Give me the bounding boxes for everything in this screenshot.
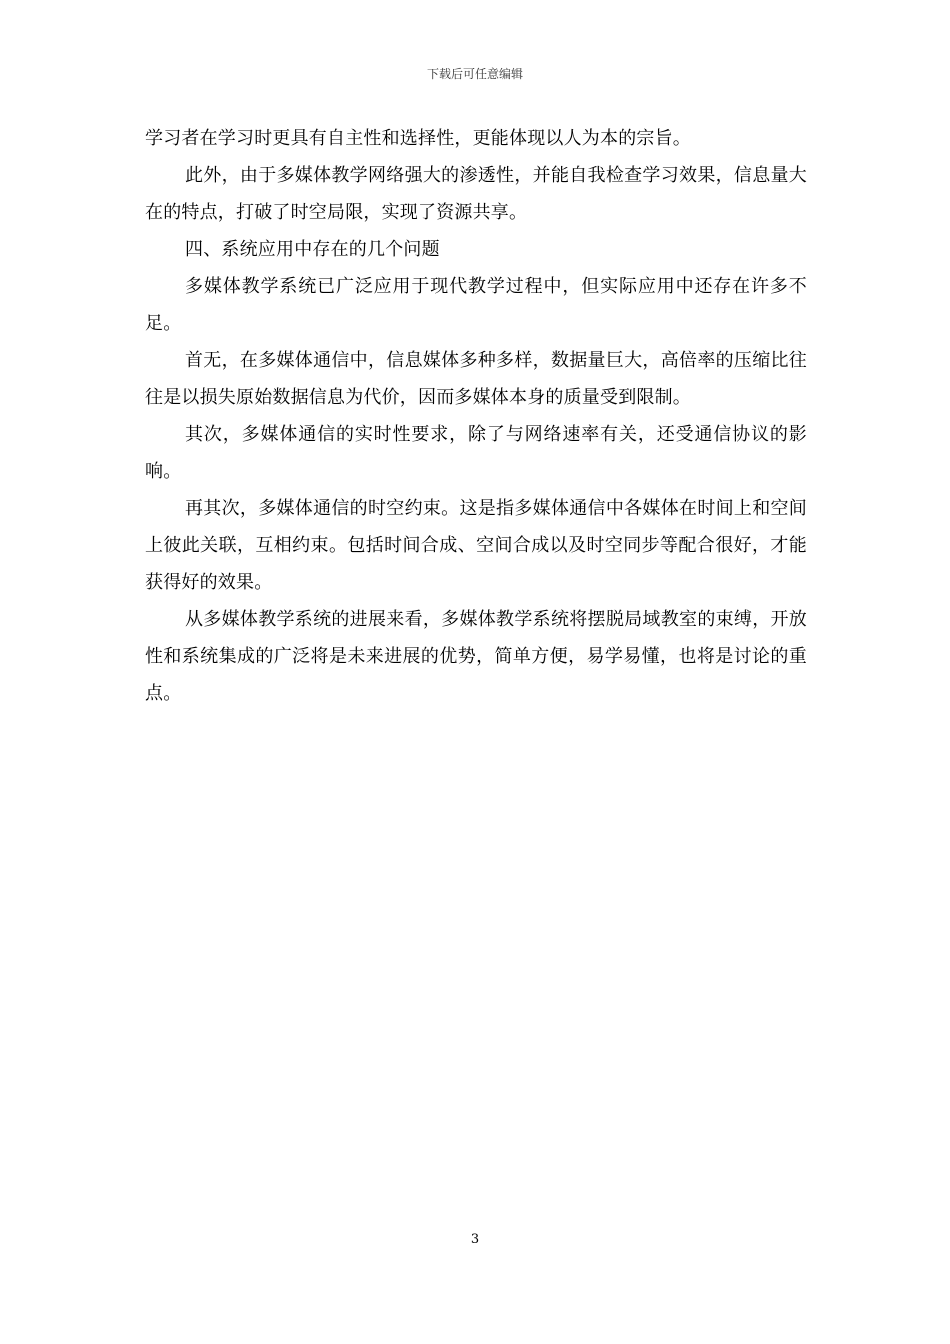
paragraph: 其次，多媒体通信的实时性要求，除了与网络速率有关，还受通信协议的影响。 [145, 424, 807, 482]
page-header: 下载后可任意编辑 [426, 67, 523, 81]
paragraph-continuation: 学习者在学习时更具有自主性和选择性，更能体现以人为本的宗旨。 [145, 128, 691, 149]
page-number: 3 [470, 1232, 480, 1247]
paragraph: 多媒体教学系统已广泛应用于现代教学过程中，但实际应用中还存在许多不足。 [145, 276, 807, 334]
section-heading: 四、系统应用中存在的几个问题 [185, 239, 440, 260]
paragraph: 首无，在多媒体通信中，信息媒体多种多样，数据量巨大，高倍率的压缩比往往是以损失原始数据信息为代价，因而多媒体本身的质量受到限制。 [145, 350, 807, 408]
paragraph: 从多媒体教学系统的进展来看，多媒体教学系统将摆脱局域教室的束缚，开放性和系统集成的广泛将是未来进展的优势，简单方便，易学易懂，也将是讨论的重点。 [145, 609, 807, 704]
paragraph: 此外，由于多媒体教学网络强大的渗透性，并能自我检查学习效果，信息量大在的特点，打破了时空局限，实现了资源共享。 [145, 165, 807, 223]
document-body [145, 120, 807, 712]
paragraph: 再其次，多媒体通信的时空约束。这是指多媒体通信中各媒体在时间上和空间上彼此关联，互相约束。包括时间合成、空间合成以及时空同步等配合很好，才能获得好的效果。 [145, 498, 807, 593]
